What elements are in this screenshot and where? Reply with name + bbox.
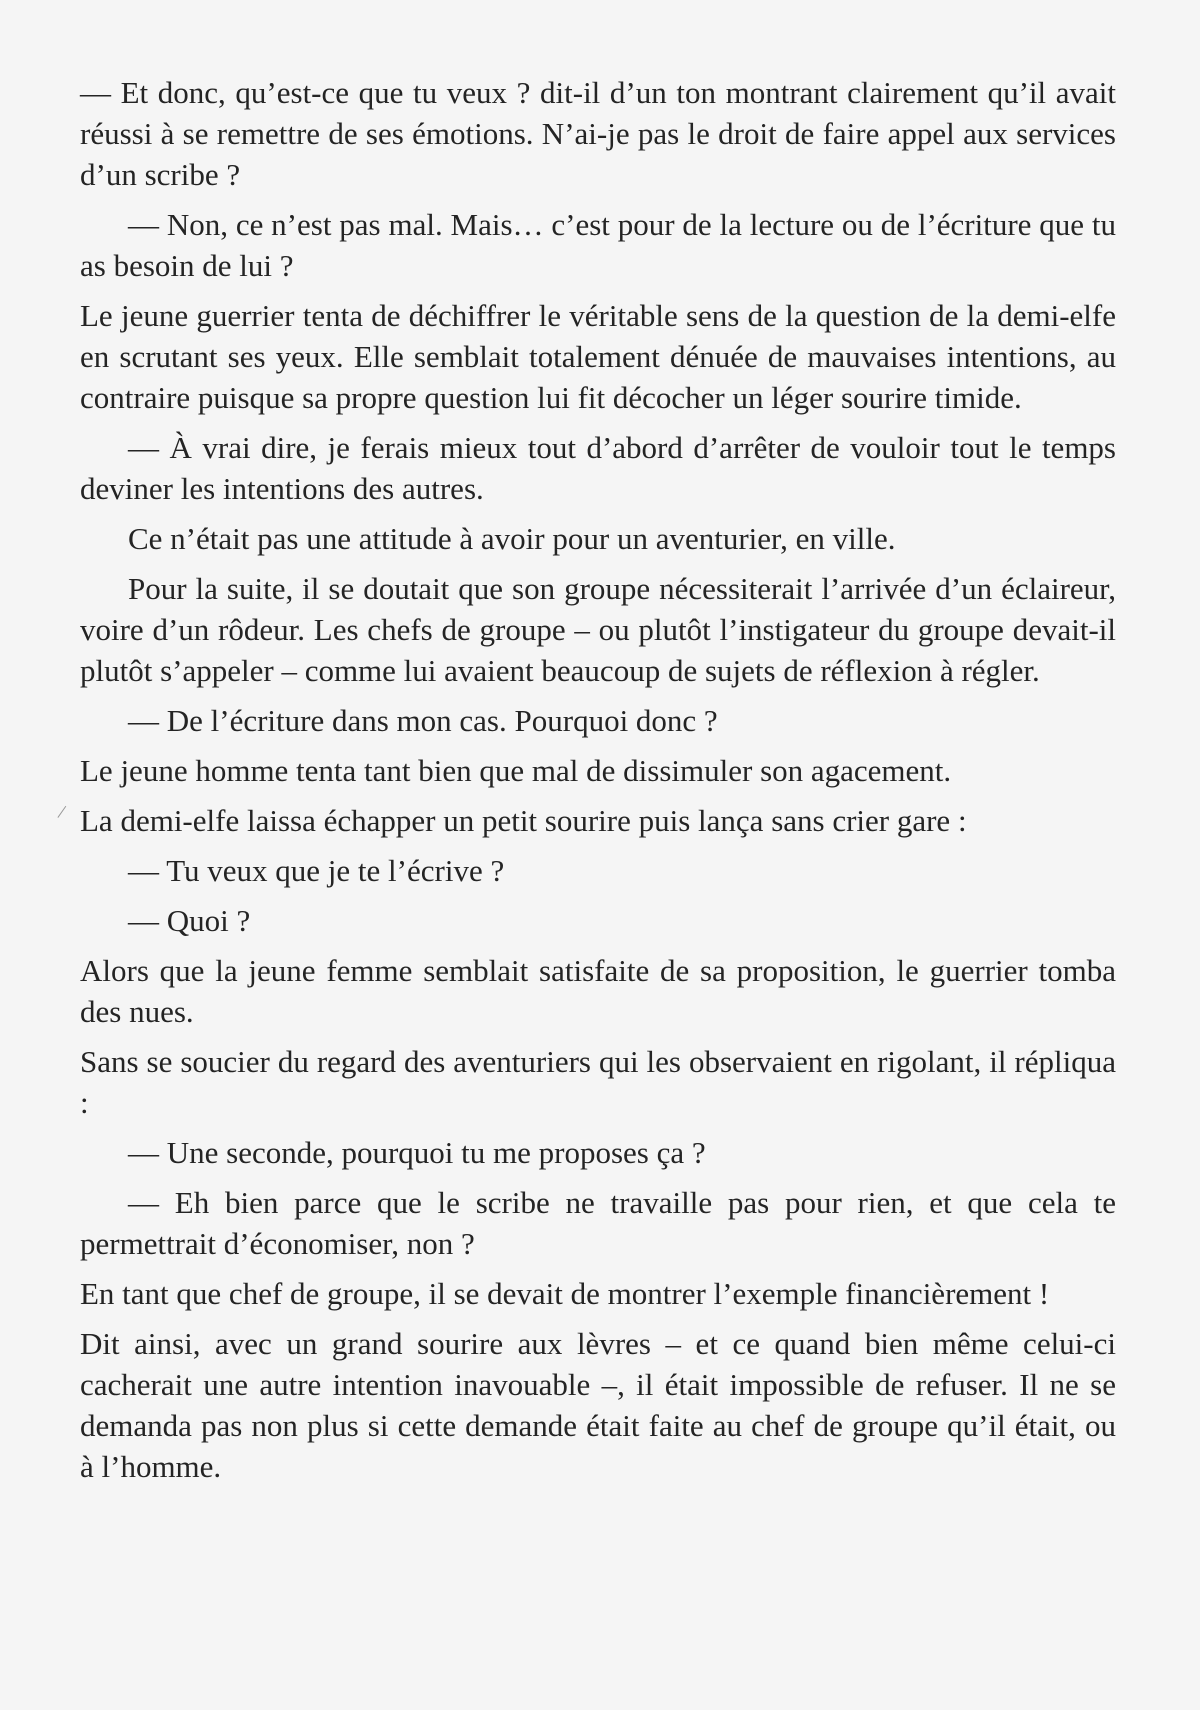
stray-pen-mark [57, 806, 69, 820]
paragraph-8: Le jeune homme tenta tant bien que mal de dissimuler son agacement. [80, 753, 952, 788]
paragraph-7: — De l’écriture dans mon cas. Pourquoi donc ? [128, 703, 718, 738]
paragraph-11: — Quoi ? [128, 903, 251, 938]
paragraph-2: — Non, ce n’est pas mal. Mais… c’est pour de la lecture ou de l’écriture que tu as besoin de lui ? [80, 207, 1116, 283]
paragraph-6: Pour la suite, il se doutait que son groupe nécessiterait l’arrivée d’un éclaireur, voire d’un rôdeur. Les chefs de groupe – ou plutôt l’instigateur du groupe devait-il plutôt s’appeler – comme lui avaient beaucoup de sujets de réflexion à régler. [80, 571, 1116, 688]
paragraph-13: Sans se soucier du regard des aventuriers qui les observaient en rigolant, il répliqua : [80, 1044, 1116, 1120]
paragraph-17: Dit ainsi, avec un grand sourire aux lèvres – et ce quand bien même celui-ci cacherait une autre intention inavouable –, il était impossible de refuser. Il ne se demanda pas non plus si cette demande était faite au chef de groupe qu’il était, ou à l’homme. [80, 1326, 1116, 1484]
paragraph-16: En tant que chef de groupe, il se devait de montrer l’exemple financièrement ! [80, 1276, 1050, 1311]
page-text-body [80, 72, 1116, 1496]
paragraph-15: — Eh bien parce que le scribe ne travaille pas pour rien, et que cela te permettrait d’économiser, non ? [80, 1185, 1116, 1261]
paragraph-5: Ce n’était pas une attitude à avoir pour un aventurier, en ville. [128, 521, 896, 556]
paragraph-3: Le jeune guerrier tenta de déchiffrer le véritable sens de la question de la demi-elfe en scrutant ses yeux. Elle semblait totalement dénuée de mauvaises intentions, au contraire puisque sa propre question lui fit décocher un léger sourire timide. [80, 298, 1116, 415]
paragraph-10: — Tu veux que je te l’écrive ? [128, 853, 505, 888]
paragraph-14: — Une seconde, pourquoi tu me proposes ça ? [128, 1135, 706, 1170]
paragraph-9: La demi-elfe laissa échapper un petit sourire puis lança sans crier gare : [80, 803, 967, 838]
paragraph-12: Alors que la jeune femme semblait satisfaite de sa proposition, le guerrier tomba des nues. [80, 953, 1116, 1029]
paragraph-1: — Et donc, qu’est-ce que tu veux ? dit-il d’un ton montrant clairement qu’il avait réussi à se remettre de ses émotions. N’ai-je pas le droit de faire appel aux services d’un scribe ? [80, 75, 1116, 192]
paragraph-4: — À vrai dire, je ferais mieux tout d’abord d’arrêter de vouloir tout le temps deviner les intentions des autres. [80, 430, 1116, 506]
